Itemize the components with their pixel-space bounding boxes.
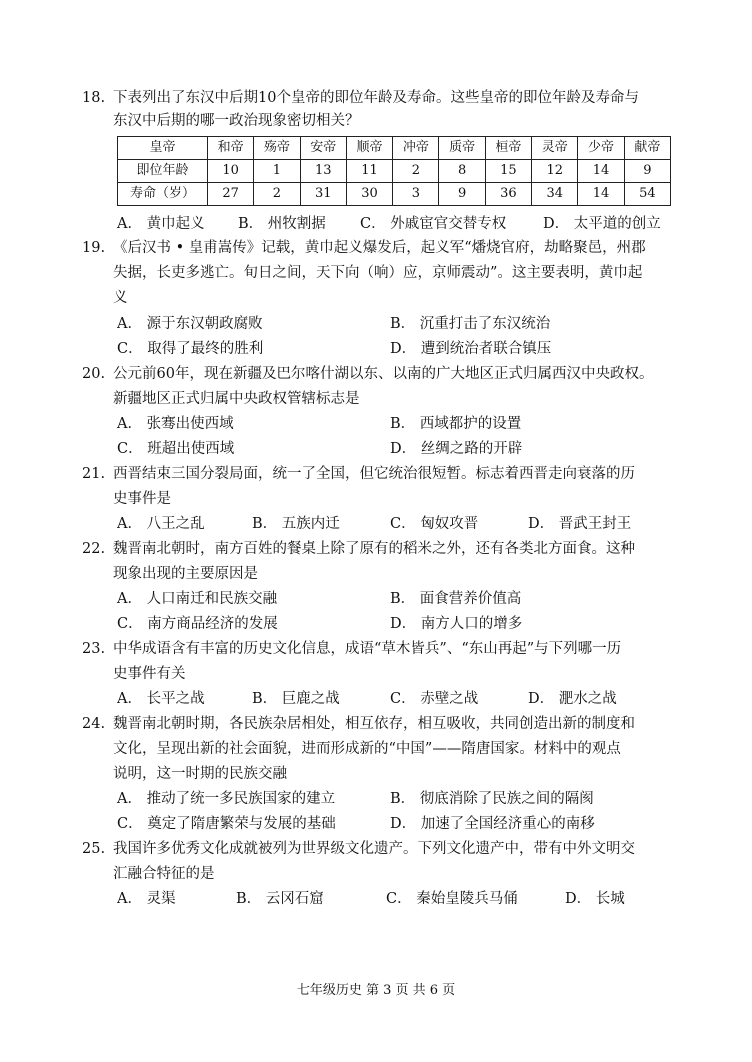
table-header-cell: 顺帝 <box>346 137 392 160</box>
table-cell: 12 <box>532 160 578 183</box>
option-d: D． 南方人口的增多 <box>390 616 523 632</box>
table-header-row <box>118 137 671 160</box>
option-b: B． 州牧割据 <box>238 216 326 232</box>
option-b: B． 巨鹿之战 <box>252 691 340 707</box>
table-cell: 10 <box>208 160 254 183</box>
option-d: D． 晋武王封王 <box>528 516 632 532</box>
table-cell: 54 <box>624 183 670 206</box>
option-c: C． 取得了最终的胜利 <box>117 341 264 357</box>
option-b: B． 面食营养价值高 <box>390 591 522 607</box>
emperor-table <box>117 136 671 206</box>
table-cell: 3 <box>393 183 439 206</box>
option-c: C． 奠定了隋唐繁荣与发展的基础 <box>117 816 336 832</box>
question-number: 19. <box>82 240 106 256</box>
question-number: 22. <box>82 541 106 557</box>
option-d: D． 淝水之战 <box>528 691 617 707</box>
table-header-cell: 少帝 <box>578 137 624 160</box>
table-cell: 9 <box>439 183 485 206</box>
option-d: D． 丝绸之路的开辟 <box>390 441 523 457</box>
option-b: B． 沉重打击了东汉统治 <box>390 316 551 332</box>
option-c: C． 南方商品经济的发展 <box>117 616 278 632</box>
question-number: 21. <box>82 466 106 482</box>
question-text-line: 中华成语含有丰富的历史文化信息，成语“草木皆兵”、“东山再起”与下列哪一历 <box>113 641 622 657</box>
question-number: 24. <box>82 716 106 732</box>
table-cell: 31 <box>300 183 346 206</box>
table-cell: 寿命（岁） <box>118 183 208 206</box>
option-b: B． 云冈石窟 <box>236 891 324 907</box>
page-footer: 七年级历史 第 3 页 共 6 页 <box>296 983 456 998</box>
question-text-line: 我国许多优秀文化成就被列为世界级文化遗产。下列文化遗产中，带有中外文明交 <box>113 841 635 857</box>
option-a: A． 长平之战 <box>117 691 205 707</box>
question-text-line: 文化，呈现出新的社会面貌，进而形成新的“中国”——隋唐国家。材料中的观点 <box>113 741 621 757</box>
question-text-line: 东汉中后期的哪一政治现象密切相关？ <box>113 113 360 129</box>
table-cell: 34 <box>532 183 578 206</box>
question-text-line: 西晋结束三国分裂局面，统一了全国，但它统治很短暂。标志着西晋走向衰落的历 <box>113 466 635 482</box>
table-header-cell: 献帝 <box>624 137 670 160</box>
question-text-line: 魏晋南北朝时期，各民族杂居相处，相互依存，相互吸收，共同创造出新的制度和 <box>113 716 635 732</box>
table-cell: 即位年龄 <box>118 160 208 183</box>
question-text-line: 《后汉书 • 皇甫嵩传》记载，黄巾起义爆发后，起义军“燔烧官府，劫略聚邑，州郡 <box>113 240 646 256</box>
table-header-cell: 安帝 <box>300 137 346 160</box>
table-cell: 13 <box>300 160 346 183</box>
option-a: A． 灵渠 <box>117 891 176 907</box>
question-text-line: 史事件是 <box>113 491 171 507</box>
option-b: B． 五族内迁 <box>252 516 340 532</box>
table-cell: 11 <box>346 160 392 183</box>
question-text-line: 公元前60年，现在新疆及巴尔喀什湖以东、以南的广大地区正式归属西汉中央政权。 <box>113 366 654 382</box>
table-cell: 15 <box>485 160 531 183</box>
table-cell: 30 <box>346 183 392 206</box>
table-row <box>118 160 671 183</box>
table-cell: 27 <box>208 183 254 206</box>
table-cell: 2 <box>254 183 300 206</box>
option-b: B． 西域都护的设置 <box>390 416 522 432</box>
table-cell: 9 <box>624 160 670 183</box>
question-text-line: 史事件有关 <box>113 666 186 682</box>
table-cell: 14 <box>578 183 624 206</box>
option-d: D． 遭到统治者联合镇压 <box>390 341 552 357</box>
option-c: C． 外戚宦官交替专权 <box>360 216 507 232</box>
option-d: D． 加速了全国经济重心的南移 <box>390 816 595 832</box>
table-cell: 14 <box>578 160 624 183</box>
option-b: B． 彻底消除了民族之间的隔阂 <box>390 791 594 807</box>
question-number: 18. <box>82 90 106 106</box>
question-text-line: 说明，这一时期的民族交融 <box>113 766 287 782</box>
table-header-cell: 质帝 <box>439 137 485 160</box>
option-d: D． 太平道的创立 <box>543 216 661 232</box>
table-cell: 36 <box>485 183 531 206</box>
table-header-cell: 冲帝 <box>393 137 439 160</box>
table-header-cell: 桓帝 <box>485 137 531 160</box>
table-cell: 2 <box>393 160 439 183</box>
table-header-cell: 灵帝 <box>532 137 578 160</box>
table-cell: 1 <box>254 160 300 183</box>
option-a: A． 黄巾起义 <box>117 216 205 232</box>
option-c: C． 匈奴攻晋 <box>390 516 479 532</box>
table-header-cell: 殇帝 <box>254 137 300 160</box>
option-a: A． 推动了统一多民族国家的建立 <box>117 791 336 807</box>
question-text-line: 下表列出了东汉中后期10个皇帝的即位年龄及寿命。这些皇帝的即位年龄及寿命与 <box>113 90 639 106</box>
question-number: 23. <box>82 641 106 657</box>
question-text-line: 现象出现的主要原因是 <box>113 566 258 582</box>
option-c: C． 班超出使西域 <box>117 441 235 457</box>
question-text-line: 魏晋南北朝时，南方百姓的餐桌上除了原有的稻米之外，还有各类北方面食。这种 <box>113 541 635 557</box>
option-a: A． 源于东汉朝政腐败 <box>117 316 263 332</box>
option-c: C． 秦始皇陵兵马俑 <box>386 891 518 907</box>
table-cell: 8 <box>439 160 485 183</box>
table-header-cell: 皇帝 <box>118 137 208 160</box>
question-number: 20. <box>82 366 106 382</box>
option-a: A． 人口南迁和民族交融 <box>117 591 278 607</box>
table-header-cell: 和帝 <box>208 137 254 160</box>
table-row <box>118 183 671 206</box>
question-text-line: 失据，长吏多逃亡。旬日之间，天下向（响）应，京师震动”。这主要表明，黄巾起 <box>113 265 643 281</box>
question-text-line: 汇融合特征的是 <box>113 866 215 882</box>
question-number: 25. <box>82 841 106 857</box>
question-text-line: 义 <box>113 290 128 306</box>
option-c: C． 赤壁之战 <box>390 691 479 707</box>
option-d: D． 长城 <box>565 891 625 907</box>
option-a: A． 八王之乱 <box>117 516 205 532</box>
option-a: A． 张骞出使西域 <box>117 416 234 432</box>
question-text-line: 新疆地区正式归属中央政权管辖标志是 <box>113 391 360 407</box>
